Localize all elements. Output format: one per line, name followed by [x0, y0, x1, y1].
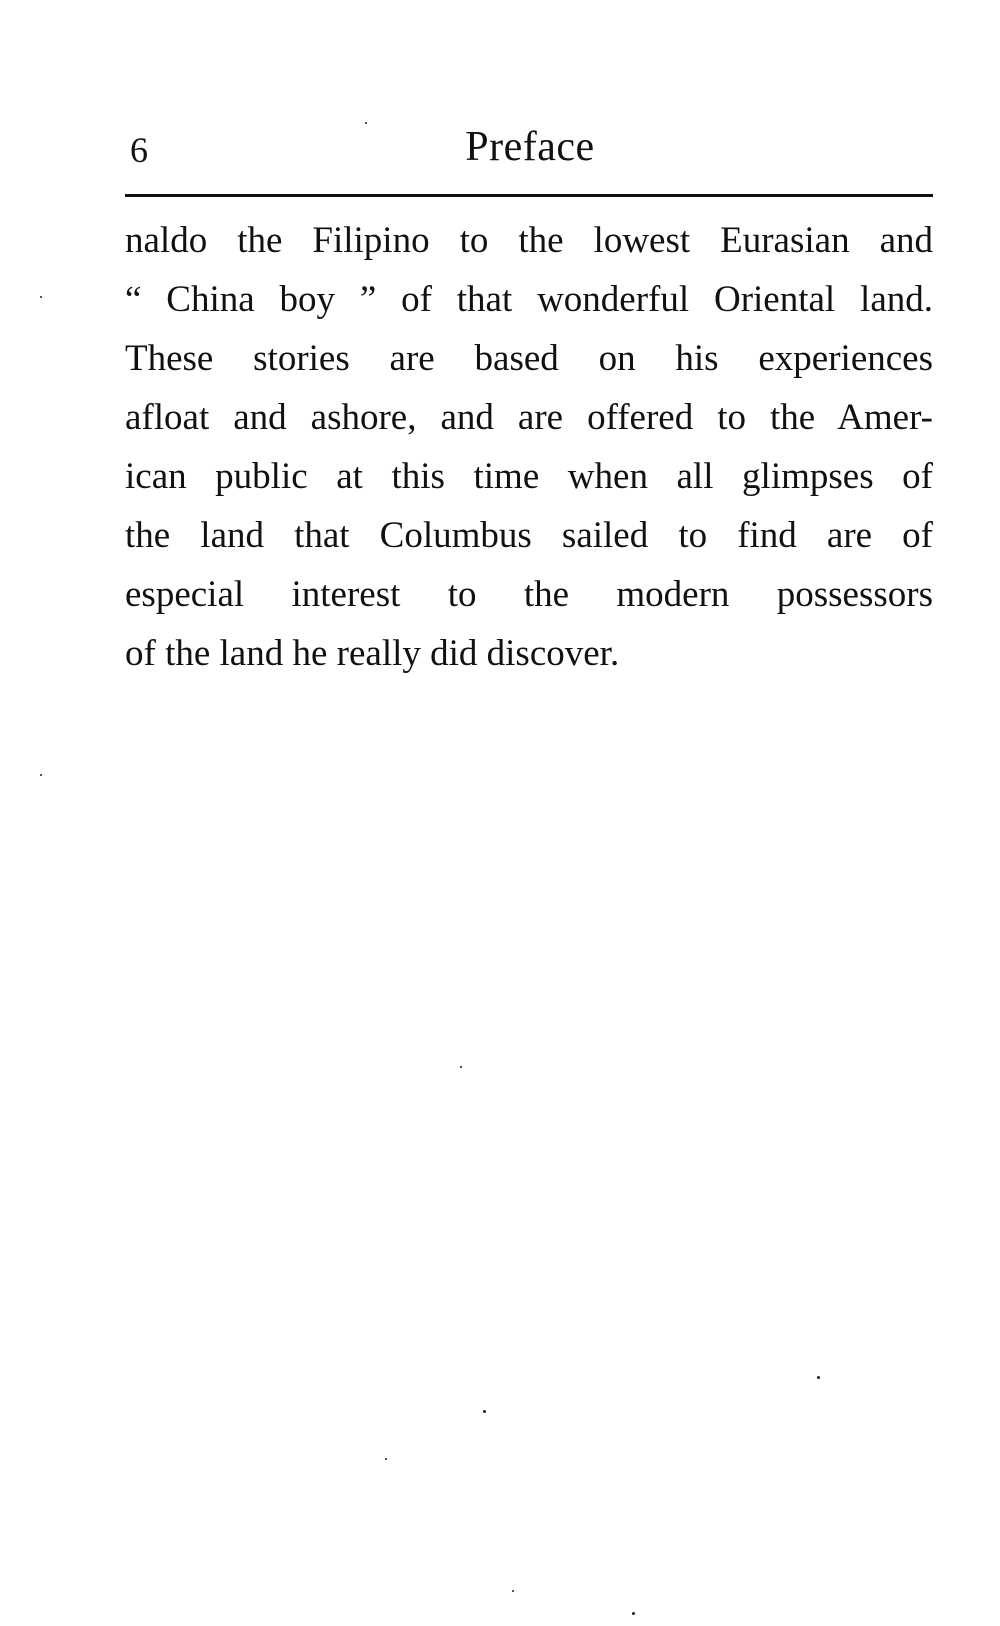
- text-line: the land that Columbus sailed to find are of: [125, 515, 933, 556]
- scan-speck: [512, 1590, 514, 1592]
- scan-speck: [40, 296, 42, 298]
- text-line: ican public at this time when all glimpses of: [125, 456, 933, 497]
- page-number: 6: [130, 130, 148, 170]
- body-paragraph: [125, 211, 933, 683]
- running-head: [127, 122, 933, 182]
- scan-speck: [632, 1612, 635, 1615]
- text-line: naldo the Filipino to the lowest Eurasian and: [125, 220, 933, 261]
- page-title: Preface: [465, 124, 595, 170]
- text-line: of the land he really did discover.: [125, 633, 620, 674]
- scan-speck: [365, 122, 367, 124]
- scan-speck: [460, 1066, 462, 1068]
- scan-speck: [40, 774, 42, 776]
- text-line: “ China boy ” of that wonderful Oriental land.: [125, 279, 933, 320]
- text-line: especial interest to the modern possessors: [125, 574, 933, 615]
- header-rule: [125, 194, 933, 197]
- scan-speck: [385, 1458, 387, 1460]
- text-line: afloat and ashore, and are offered to the Amer-: [125, 397, 933, 438]
- scan-speck: [817, 1376, 820, 1379]
- text-line: These stories are based on his experiences: [125, 338, 933, 379]
- scan-speck: [483, 1410, 486, 1413]
